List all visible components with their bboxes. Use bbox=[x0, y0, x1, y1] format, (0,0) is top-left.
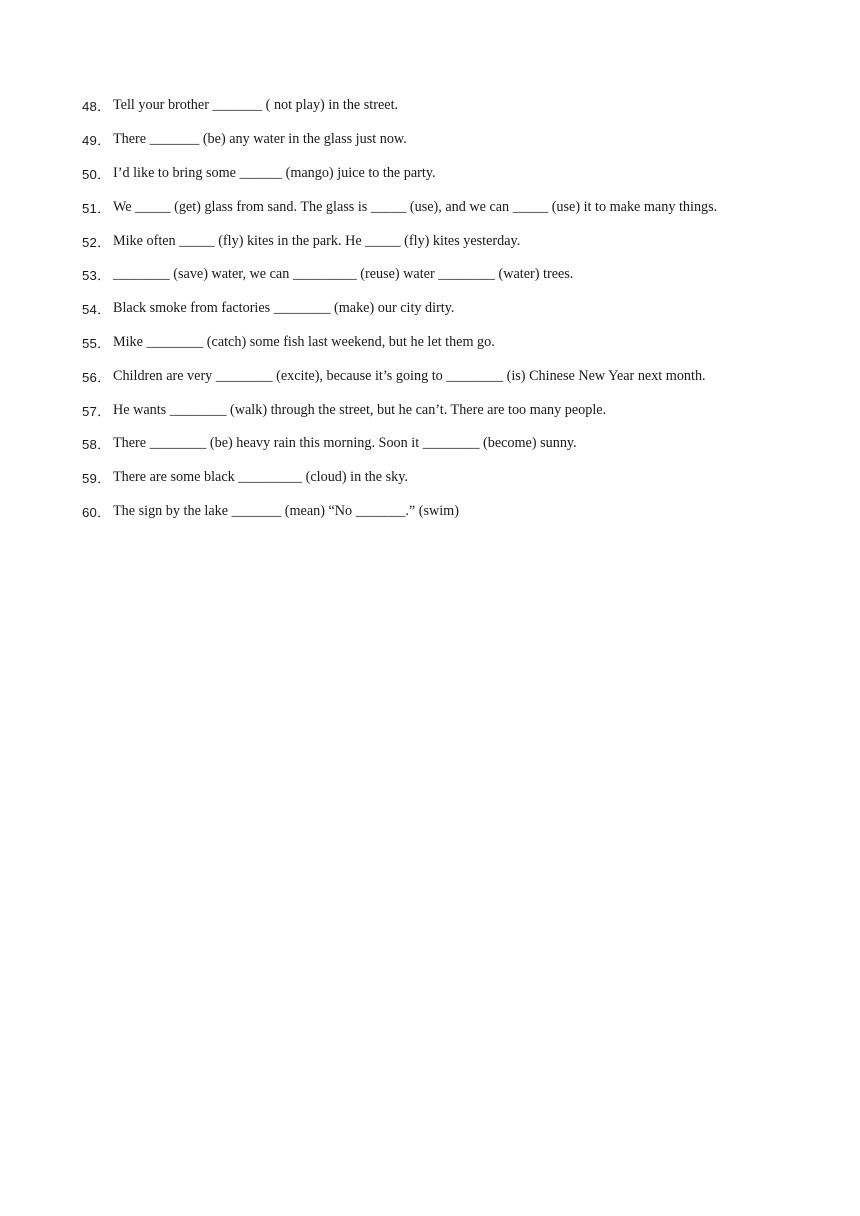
question-number: 55． bbox=[82, 335, 111, 351]
question-text: Children are very ________ (excite), because it’s going to ________ (is) Chinese New Year next month. bbox=[113, 367, 706, 384]
question-item bbox=[82, 123, 782, 157]
question-item bbox=[82, 292, 782, 326]
question-text: Mike ________ (catch) some fish last weekend, but he let them go. bbox=[113, 333, 495, 350]
question-item bbox=[82, 157, 782, 191]
question-item bbox=[82, 393, 782, 427]
question-text: There _______ (be) any water in the glass just now. bbox=[113, 131, 407, 148]
question-number: 57． bbox=[82, 403, 111, 419]
question-item bbox=[82, 326, 782, 360]
question-number: 56． bbox=[82, 369, 111, 385]
question-number: 52． bbox=[82, 234, 111, 250]
question-item bbox=[82, 89, 782, 123]
question-item bbox=[82, 190, 782, 224]
question-text: The sign by the lake _______ (mean) “No _______.” (swim) bbox=[113, 502, 459, 519]
question-item bbox=[82, 495, 782, 529]
question-item bbox=[82, 359, 782, 393]
question-item bbox=[82, 258, 782, 292]
question-number: 49． bbox=[82, 133, 111, 149]
question-text: He wants ________ (walk) through the street, but he can’t. There are too many people. bbox=[113, 401, 607, 418]
question-number: 59． bbox=[82, 471, 111, 487]
question-text: I’d like to bring some ______ (mango) juice to the party. bbox=[113, 164, 436, 181]
question-text: There are some black _________ (cloud) in the sky. bbox=[113, 469, 408, 486]
question-number: 58． bbox=[82, 437, 111, 453]
question-text: Tell your brother _______ ( not play) in the street. bbox=[113, 97, 399, 114]
question-number: 60． bbox=[82, 504, 111, 520]
question-text: We _____ (get) glass from sand. The glass is _____ (use), and we can _____ (use) it to make many things. bbox=[113, 198, 718, 215]
question-number: 50． bbox=[82, 166, 111, 182]
question-item bbox=[82, 427, 782, 461]
question-number: 54． bbox=[82, 302, 111, 318]
question-number: 51． bbox=[82, 200, 111, 216]
question-text: ________ (save) water, we can _________ (reuse) water ________ (water) trees. bbox=[113, 266, 574, 283]
question-number: 53． bbox=[82, 268, 111, 284]
question-item bbox=[82, 224, 782, 258]
question-number: 48． bbox=[82, 99, 111, 115]
question-text: Mike often _____ (fly) kites in the park. He _____ (fly) kites yesterday. bbox=[113, 232, 521, 249]
question-text: There ________ (be) heavy rain this morning. Soon it ________ (become) sunny. bbox=[113, 435, 577, 452]
question-list bbox=[82, 89, 782, 528]
question-text: Black smoke from factories ________ (make) our city dirty. bbox=[113, 300, 455, 317]
question-item bbox=[82, 461, 782, 495]
